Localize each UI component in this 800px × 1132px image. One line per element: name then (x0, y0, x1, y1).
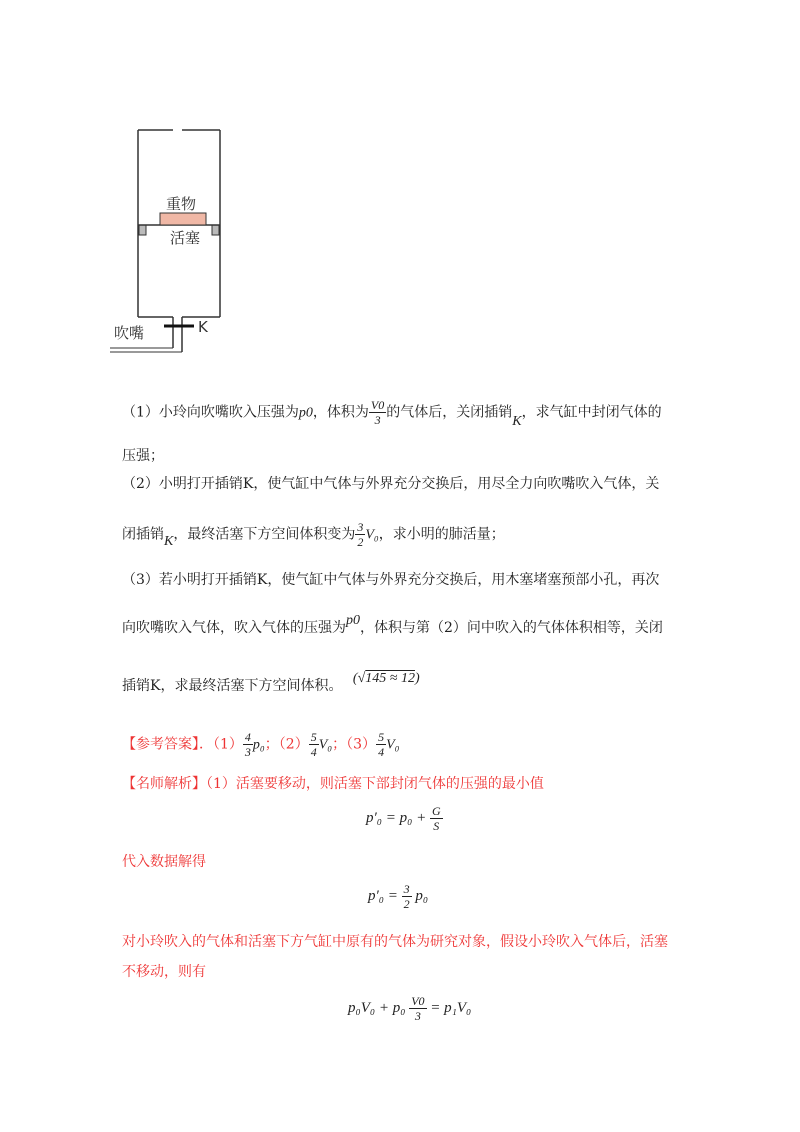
equation-3: p₀V₀ + p₀ $\frac{V0}{3}$ = p₁V₀ (348, 994, 472, 1023)
valve-label: K (198, 318, 208, 336)
fraction-3-over-2: $\frac{3}{2}$ (357, 520, 364, 549)
p0-symbol: p0 (298, 405, 313, 421)
hint-formula: (√145 ≈ 12) (352, 671, 420, 686)
equation-1: p′₀ = p₀ + $\frac{G}{S}$ (366, 804, 441, 833)
analysis-line-1: 【名师解析】（1）活塞要移动，则活塞下部封闭气体的压强的最小值 (122, 776, 544, 792)
equation-2: p′₀ = $\frac{3}{2}$ p₀ (368, 882, 429, 911)
question-1-line-1: （1）小玲向吹嘴吹入压强为p0，体积为 $\frac{V0}{3}$ 的气体后，关闭插销K，求气缸中封闭气体的 (122, 398, 662, 429)
weight-block (160, 213, 206, 225)
weight-label: 重物 (166, 195, 197, 213)
question-3-line-2: 向吹嘴吹入气体，吹入气体的压强为p0，体积与第（2）问中吹入的气体体积相等，关闭 (122, 613, 663, 636)
question-3-line-1: （3）若小明打开插销K，使气缸中气体与外界充分交换后，用木塞堵塞预部小孔，再次 (122, 572, 660, 588)
piston-label: 活塞 (170, 229, 201, 247)
question-3-line-3: 插销K，求最终活塞下方空间体积。 (√145 ≈ 12) (122, 671, 420, 694)
mouth-label: 吹嘴 (114, 324, 145, 342)
fraction-v0-over-3: $\frac{V0}{3}$ (370, 398, 385, 427)
analysis-line-4: 不移动，则有 (122, 964, 206, 980)
question-2-line-1: （2）小明打开插销K，使气缸中气体与外界充分交换后，用尽全力向吹嘴吹入气体，关 (122, 476, 660, 492)
answer-line: 【参考答案】．（1） $\frac{4}{3}$ p₀；（2） $\frac{5}{4}$ V₀；（3） $\frac{5}{4}$ V₀ (122, 730, 400, 759)
analysis-line-3: 对小玲吹入的气体和活塞下方气缸中原有的气体为研究对象，假设小玲吹入气体后，活塞 (122, 934, 668, 950)
analysis-line-2: 代入数据解得 (122, 854, 206, 870)
question-1-line-2: 压强； (122, 448, 164, 464)
apparatus-diagram (110, 120, 230, 360)
question-2-line-2: 闭插销K，最终活塞下方空间体积变为 $\frac{3}{2}$ V₀，求小明的肺活量； (122, 520, 505, 549)
